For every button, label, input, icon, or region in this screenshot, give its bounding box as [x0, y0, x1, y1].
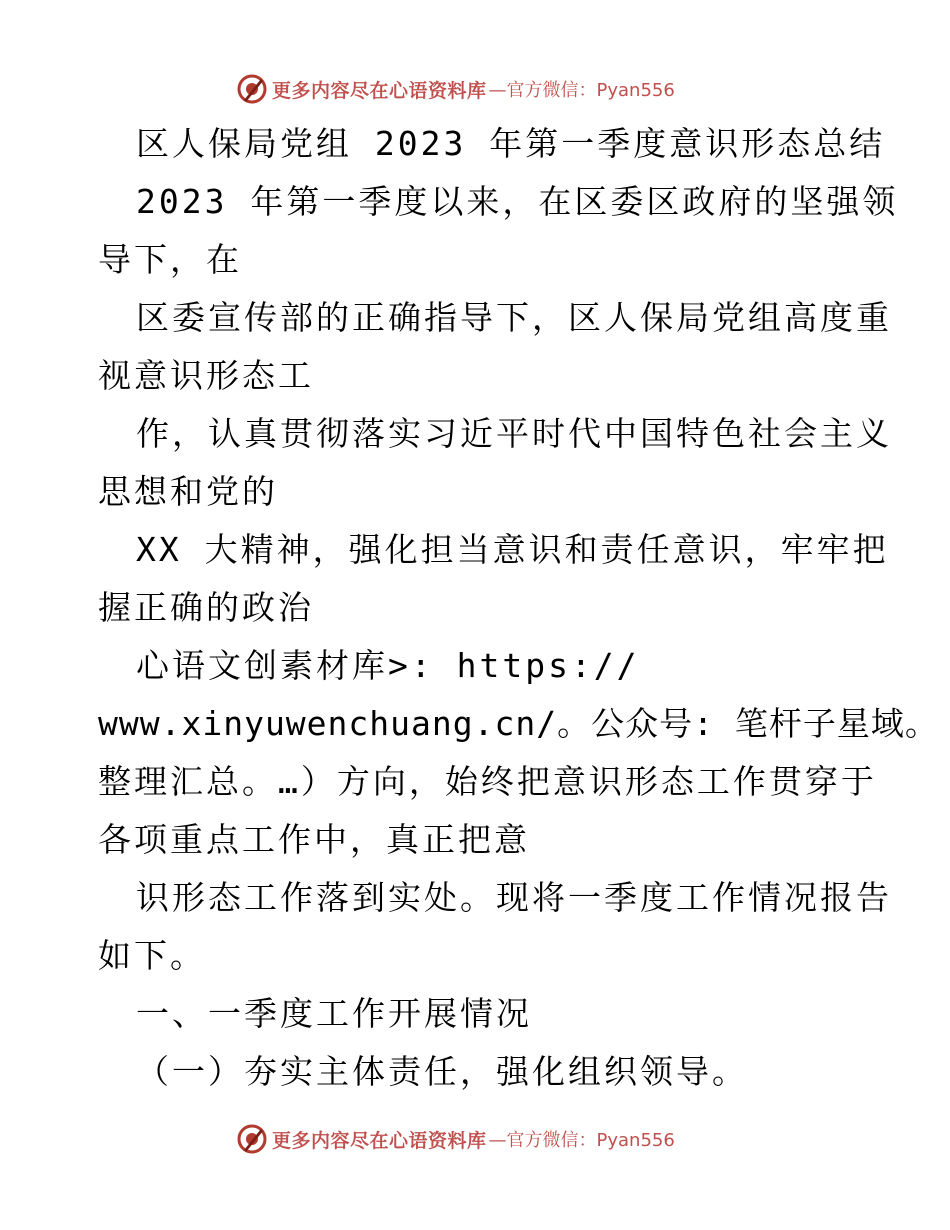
- watermark-banner-bottom: [236, 1121, 716, 1157]
- paragraph-line: 2023 年第一季度以来，在区委区政府的坚强领: [136, 182, 899, 221]
- watermark-suffix: —官方微信：Pyan556: [488, 1130, 675, 1151]
- pen-logo-icon: [236, 73, 268, 105]
- paragraph-line: 整理汇总。…）方向，始终把意识形态工作贯穿于: [98, 762, 877, 801]
- document-title: 区人保局党组 2023 年第一季度意识形态总结: [136, 124, 886, 163]
- watermark-banner-top: [236, 71, 716, 107]
- paragraph-line: www.xinyuwenchuang.cn/。公众号: 笔杆子星域。: [98, 704, 939, 743]
- paragraph-line: 识形态工作落到实处。现将一季度工作情况报告: [136, 878, 892, 917]
- subsection-heading: （一）夯实主体责任，强化组织领导。: [136, 1052, 748, 1091]
- section-heading: 一、一季度工作开展情况: [136, 994, 532, 1033]
- pen-logo-icon: [236, 1123, 268, 1155]
- paragraph-line: 作，认真贯彻落实习近平时代中国特色社会主义: [136, 414, 892, 453]
- paragraph-line: 心语文创素材库>: https://: [136, 646, 640, 685]
- watermark-text: 更多内容尽在心语资料库: [272, 1129, 487, 1152]
- paragraph-line: XX 大精神，强化担当意识和责任意识，牢牢把: [136, 530, 889, 569]
- paragraph-line: 思想和党的: [98, 472, 278, 511]
- paragraph-line: 各项重点工作中，真正把意: [98, 820, 530, 859]
- watermark-text: 更多内容尽在心语资料库: [272, 79, 487, 102]
- paragraph-line: 握正确的政治: [98, 588, 314, 627]
- paragraph-line: 导下，在: [98, 240, 242, 279]
- paragraph-line: 区委宣传部的正确指导下，区人保局党组高度重: [136, 298, 892, 337]
- paragraph-line: 视意识形态工: [98, 356, 314, 395]
- paragraph-line: 如下。: [98, 936, 206, 975]
- watermark-suffix: —官方微信：Pyan556: [488, 80, 675, 101]
